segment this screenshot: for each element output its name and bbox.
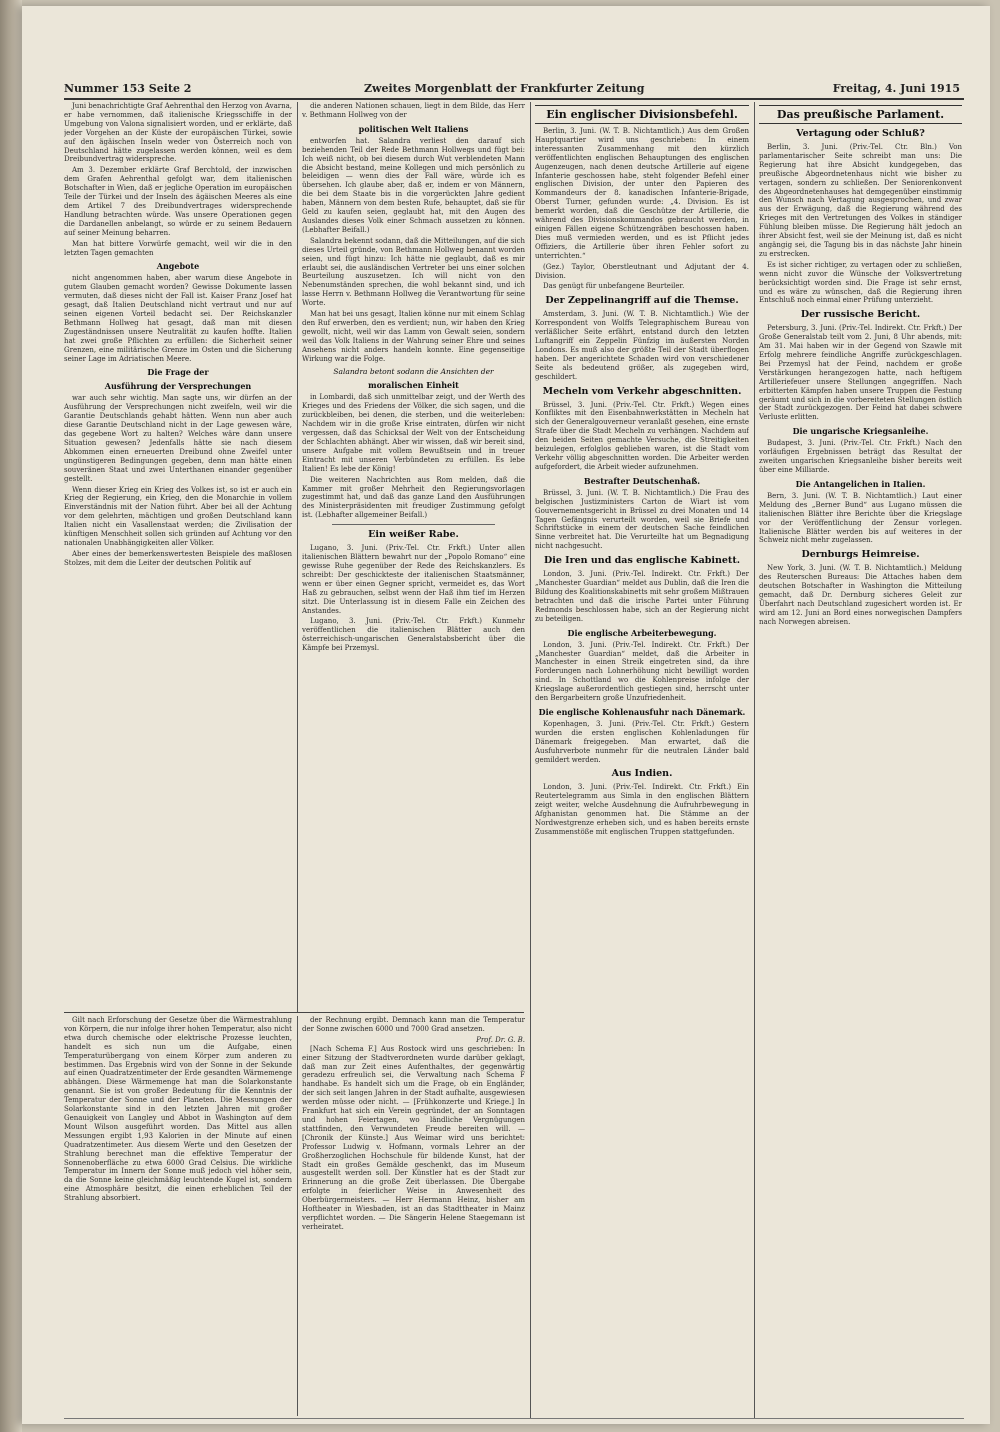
article-paragraph: (Gez.) Taylor, Oberstleutnant und Adjutant der 4. Division. xyxy=(535,262,749,280)
article-paragraph: war auch sehr wichtig. Man sagte uns, wir dürfen an der Ausführung der Versprechungen nicht zweifeln, weil wir die Garantie Deutschlands gehabt hätten. Wenn nun aber auch diese Garantie Deutschland nicht in der Lage gewesen wäre, das gegebene Wort zu halten? Welches wäre dann unsere Situation gewesen? Jedenfalls hätte sie nach diesem Abkommen einen erneuerten Dreibund ohne Zweifel unter ungünstigeren Bedingungen gegeben, denn man hätte einen souveränen Staat und zwei Unterthanen einander gegenüber gestellt. xyxy=(64,394,292,483)
article-paragraph: Lugano, 3. Juni. (Priv.-Tel. Ctr. Frkft.) Unter allen italienischen Blättern bewahrt nur der „Popolo Romano“ eine gewisse Ruhe gegenüber der Rede des Reichskanzlers. Es schreibt: Der geschickteste der italienischen Staatsmänner, wenn er über einen Gegner spricht, vermeidet es, das Wort Haß zu gebrauchen, selbst wenn der Haß ihm tief im Herzen sitzt. Die Unterlassung ist in diesem Falle ein Zeichen des Anstandes. xyxy=(302,544,525,615)
article-headline: Die Antangelichen in Italien. xyxy=(795,478,926,489)
article-paragraph: Am 3. Dezember erklärte Graf Berchtold, der inzwischen dem Grafen Aehrenthal gefolgt war, dem italienischen Botschafter in Wien, daß er jegliche Operation im europäischen Teile der Türkei und der Inseln des ägäischen Meeres als eine dem Artikel 7 des Dreibundvertrages widersprechende Handlung betrachten würde. Was unsere Operationen gegen die Dardanellen anbelangt, so würde er zu seinem Bedauern auf seiner Meinung beharren. xyxy=(64,166,292,237)
feuilleton-paragraph: Gilt nach Erforschung der Gesetze über die Wärmestrahlung von Körpern, die nur infolge ihrer hohen Temperatur, also nicht etwa durch chemische oder elektrische Prozesse leuchten, handelt es sich nun um die Aufgabe, einen Temperaturübergang von einem Körper zum anderen zu bestimmen. Das Ergebnis wird von der Sonne in der Sekunde auf einen Quadratzentimeter der Erde gesandten Wärmemenge abhängen. Diese Wärmemenge hat man die Solarkonstante genannt. Sie ist von großer Bedeutung für die Kenntnis der Temperatur der Sonne und der Planeten. Die Messungen der Solarkonstante sind in den letzten Jahren mit großer Genauigkeit von Langley und Abbot in Washington auf dem Mount Wilson ausgeführt worden. Das Mittel aus allen Messungen ergibt 1,93 Kalorien in der Minute auf einen Quadratzentimeter. Aus diesem Werte und den Gesetzen der Strahlung berechnet man die effektive Temperatur der Sonnenoberfläche zu etwa 6000 Grad Celsius. Die wirkliche Temperatur im Innern der Sonne muß jedoch viel höher sein, da die Sonne keine gleichmäßig leuchtende Kugel ist, sondern eine Atmosphäre besitzt, die einen erheblichen Teil der Strahlung absorbiert. xyxy=(64,1016,292,1203)
masthead-rule xyxy=(64,98,964,100)
column-rule xyxy=(754,102,755,1418)
subheading: Angebote xyxy=(156,261,200,272)
masthead-center: Zweites Morgenblatt der Frankfurter Zeitung xyxy=(364,82,645,95)
column-2 xyxy=(302,102,525,1010)
article-paragraph: Berlin, 3. Juni. (W. T. B. Nichtamtlich.) Aus dem Großen Hauptquartier wird uns geschrieben: In einem interessanten Zusammenhang mit den kürzlich veröffentlichten englischen Behauptungen des englischen Augenzeugen, nach denen deutsche Artillerie auf eigene Infanterie geschossen habe, steht folgender Befehl einer englischen Division, der unter den Papieren des Kommandeurs der 8. kanadischen Infanterie-Brigade, Oberst Turner, gefunden wurde: „4. Division. Es ist bemerkt worden, daß die Geschütze der Artillerie, die während des Divisionskommandos gebraucht werden, in einigen Fällen eigene Schützengräben beschossen haben. Dies muß vermieden werden, und es ist Pflicht jedes Offiziers, die Artillerie über ihren Fehler sofort zu unterrichten.“ xyxy=(535,127,749,260)
column-rule xyxy=(297,102,298,1012)
article-paragraph: Man hat bittere Vorwürfe gemacht, weil wir die in den letzten Tagen gemachten xyxy=(64,239,292,257)
article-headline: Ein weißer Rabe. xyxy=(368,529,459,541)
feuilleton-paragraph: der Rechnung ergibt. Demnach kann man die Temperatur der Sonne zwischen 6000 und 7000 Grad ansetzen. xyxy=(302,1016,525,1033)
article-paragraph: Lugano, 3. Juni. (Priv.-Tel. Ctr. Frkft.) Kunmehr veröffentlichen die italienischen Blätter auch den österreichisch-ungarischen Generalstabsbericht über die Kämpfe bei Przemysl. xyxy=(302,617,525,653)
column-4 xyxy=(759,102,962,1416)
article-paragraph: Amsterdam, 3. Juni. (W. T. B. Nichtamtlich.) Wie der Korrespondent von Wolffs Telegraphischem Bureau von verläßlicher Seite erfährt, entstand durch den letzten Luftangriff ein Zeppelin Fünfzig im äußersten Norden Londons. Es muß also der größte Teil der Stadt überflogen haben. Der angerichtete Schaden wird von verschiedener Seite als bedeutend größer, als zugegeben wird, geschildert. xyxy=(535,310,749,381)
article-headline: Die Iren und das englische Kabinett. xyxy=(543,555,741,567)
article-headline: Die englische Kohlenausfuhr nach Dänemark. xyxy=(538,706,746,717)
subheading: politischen Welt Italiens xyxy=(358,123,469,134)
article-paragraph: Die weiteren Nachrichten aus Rom melden, daß die Kammer mit großer Mehrheit den Regierungsvorlagen zugestimmt hat, und daß das ganze Land den Ausführungen des Ministerpräsidenten mit freudiger Zustimmung gefolgt ist. (Lebhafter allgemeiner Beifall.) xyxy=(302,475,525,520)
article-headline: Das preußische Parlament. xyxy=(759,105,962,124)
feuilleton-right xyxy=(302,1016,525,1416)
article-paragraph: Petersburg, 3. Juni. (Priv.-Tel. Indirekt. Ctr. Frkft.) Der Große Generalstab teilt vom 2. Juni, 8 Uhr abends, mit: Am 31. Mai haben wir in der Gegend von Szawle mit Erfolg mehrere feindliche Angriffe zurückgeschlagen. Bei Przemysl hat der Feind, nachdem er große Verstärkungen herangezogen hatte, nach heftigem Artilleriefeuer unsere Stellungen angegriffen. Nach erbitterten Kämpfen haben unsere Truppen die Festung geräumt und sich in die vorbereiteten Stellungen östlich der Stadt zurückgezogen. Der Feind hat dabei schwere Verluste erlitten. xyxy=(759,324,962,422)
article-paragraph: London, 3. Juni. (Priv.-Tel. Indirekt. Ctr. Frkft.) Der „Manchester Guardian“ meldet aus Dublin, daß die Iren die Bildung des Koalitionskabinetts mit sehr großem Mißtrauen betrachten und daß die irische Partei unter Führung Redmonds beschlossen habe, sich an der Regierung nicht zu beteiligen. xyxy=(535,570,749,623)
article-paragraph: Man hat bei uns gesagt, Italien könne nur mit einem Schlag den Ruf erwerben, den es verdient; nun, wir haben den Krieg gewollt, nicht, weil wir das Lamm von Gewalt seien, sondern weil das Volk Italiens in der Wahrung seiner Ehre und seines Ansehens nicht anders handeln konnte. Eine gegenseitige Wirkung war die Folge. xyxy=(302,310,525,363)
article-paragraph: Bern, 3. Juni. (W. T. B. Nichtamtlich.) Laut einer Meldung des „Berner Bund“ aus Lugano müssen die italienischen Blätter ihre Berichte über die Kriegslage vor der Veröffentlichung der Zensur vorlegen. Italienische Blätter werden bis auf weiteres in der Schweiz nicht mehr zugelassen. xyxy=(759,491,962,545)
article-paragraph: Juni benachrichtigte Graf Aehrenthal den Herzog von Avarna, er habe vernommen, daß italienische Kriegsschiffe in der Umgebung von Valona signalisiert worden, und er erklärte, daß jeder Vorgehen an der Küste der europäischen Türkei, sowie auf den ägäischen Inseln weder von Österreich noch von Deutschland hätte zugelassen werden können, weil es dem Dreibundvertrag widerspreche. xyxy=(64,102,292,164)
article-paragraph: Brüssel, 3. Juni. (W. T. B. Nichtamtlich.) Die Frau des belgischen Justizministers Carton de Wiart ist vom Gouvernementsgericht in Brüssel zu drei Monaten und 14 Tagen Gefängnis verurteilt worden, weil sie Briefe und Schriftstücke in einem der deutschen Sache feindlichen Sinne verbreitet hat. Die Verurteilte hat um Begnadigung nicht nachgesucht. xyxy=(535,488,749,551)
book-binding xyxy=(0,0,22,1432)
article-headline: Aus Indien. xyxy=(611,768,673,780)
article-headline: Ein englischer Divisionsbefehl. xyxy=(535,105,749,124)
article-paragraph: entworfen hat. Salandra verliest den darauf sich beziehenden Teil der Rede Bethmann Hollwegs und fügt bei: Ich weiß nicht, ob bei diesem durch Wut verblendeten Mann die Absicht bestand, meine Kollegen und mich persönlich zu beleidigen — wenn dies der Fall wäre, würde ich es übersehen. Ich glaube aber, daß er, indem er von Männern, die bei dem Staate bis in die vorgerückten Jahre gedient haben, Männern von dem besten Rufe, behauptet, daß sie für Geld zu kaufen seien, geglaubt hat, mit den Augen des Auslandes dieses Volk einer Schmach aussetzen zu können. (Lebhafter Beifall.) xyxy=(302,136,525,234)
article-paragraph: Budapest, 3. Juni. (Priv.-Tel. Ctr. Frkft.) Nach den vorläufigen Ergebnissen beträgt das Resultat der zweiten ungarischen Kriegsanleihe bisher bereits weit über eine Milliarde. xyxy=(759,439,962,474)
article-headline: Bestrafter Deutschenhaß. xyxy=(583,475,701,486)
article-paragraph: nicht angenommen haben, aber warum diese Angebote in gutem Glauben gemacht worden? Gewisse Dokumente lassen vermuten, daß dieses nicht der Fall ist. Kaiser Franz Josef hat gesagt, daß Italien Deutschland nicht vertraut und nur auf seinen eigenen Vorteil bedacht sei. Der Reichskanzler Bethmann Hollweg hat gesagt, daß man mit diesen Zugeständnissen unsere Neutralität zu kaufen hoffte. Italien hat zwei große Pflichten zu erfüllen: die Sicherheit seiner Grenzen, eine militärische Grenze im Osten und die Sicherung seiner Lage im Adriatischen Meere. xyxy=(64,274,292,363)
article-paragraph: London, 3. Juni. (Priv.-Tel. Indirekt. Ctr. Frkft.) Ein Reutertelegramm aus Simla in den englischen Blättern zeigt weiter, welche Ausdehnung die Aufruhrbewegung in Afghanistan genommen hat. Die Stämme an der Nordwestgrenze erheben sich, und es haben bereits ernste Zusammenstöße mit englischen Truppen stattgefunden. xyxy=(535,783,749,836)
article-paragraph: Berlin, 3. Juni. (Priv.-Tel. Ctr. Bln.) Von parlamentarischer Seite schreibt man uns: Die Regierung hat ihre Absicht kundgegeben, das preußische Abgeordnetenhaus nicht wie bisher zu vertagen, sondern zu schließen. Der Seniorenkonvent des Abgeordnetenhauses hat demgegenüber einstimmig den Wunsch nach Vertagung ausgesprochen, und zwar aus der Erwägung, daß die Regierung während des Krieges mit den Vertretungen des Volkes in ständiger Fühlung bleiben müsse. Die Regierung hält jedoch an ihrer Absicht fest, weil sie der Meinung ist, daß es nicht angängig sei, die Tagung bis in das nächste Jahr hinein zu erstrecken. xyxy=(759,143,962,258)
article-headline: Der Zeppelinangriff auf die Themse. xyxy=(545,295,739,307)
subheading: Salandra betont sodann die Ansichten der xyxy=(333,367,494,377)
feuilleton-paragraph: [Nach Schema F.] Aus Rostock wird uns geschrieben: In einer Sitzung der Stadtverordneten wurde darüber geklagt, daß man zur Zeit eines Aufenthaltes, der gegenwärtig geradezu erfreulich sei, die Verwaltung nach Schema F handhabe. Es handelt sich um die Frage, ob ein Engländer, der sich seit langen Jahren in der Stadt aufhalte, ausgewiesen werden müsse oder nicht. — [Frühkonzerte und Kriege.] In Frankfurt hat sich ein Verein gegründet, der an Sonntagen und hohen Feiertagen, wo ländliche Vergnügungen stattfinden, den Verwundeten Freude bereiten will. — [Chronik der Künste.] Aus Weimar wird uns berichtet: Professor Ludwig v. Hofmann, vormals Lehrer an der Großherzoglichen Hochschule für bildende Kunst, hat der Stadt ein großes Gemälde geschenkt, das im Museum ausgestellt werden soll. Der Künstler hat es der Stadt zur Erinnerung an die große Zeit überlassen. Die Übergabe erfolgte in feierlicher Weise in Anwesenheit des Oberbürgermeisters. — Herr Hermann Heinz, bisher am Hoftheater in Wiesbaden, ist an das Stadttheater in Mainz verpflichtet worden. — Die Sängerin Helene Staegemann ist verheiratet. xyxy=(302,1044,525,1231)
article-paragraph: Aber eines der bemerkenswertesten Beispiele des maßlosen Stolzes, mit dem die Leiter der deutschen Politik auf xyxy=(64,549,292,567)
article-headline: Die ungarische Kriegsanleihe. xyxy=(792,426,929,437)
article-paragraph: Kopenhagen, 3. Juni. (Priv.-Tel. Ctr. Frkft.) Gestern wurden die ersten englischen Kohlenladungen für Dänemark freigegeben. Man erwartet, daß die Ausfuhrverbote nunmehr für die neutralen Länder bald gemildert werden. xyxy=(535,719,749,764)
article-paragraph: in Lombardi, daß sich unmittelbar zeigt, und der Werth des Krieges und des Friedens der Völker, die sich sagen, und die zurückbleiben, bei denen, die sterben, und die weiterleben: Nachdem wir in die große Krise eintraten, dürfen wir nicht vergessen, daß das Schicksal der Welt von der Entscheidung der Schlachten abhängt. Aber wir wissen, daß wir bereit sind, unsere Aufgabe mit vollem Bewußtsein und in treuer Eintracht mit unseren Verbündeten zu erfüllen. Es lebe Italien! Es lebe der König! xyxy=(302,393,525,473)
masthead-left: Nummer 153 Seite 2 xyxy=(64,82,192,95)
article-paragraph: Salandra bekennt sodann, daß die Mitteilungen, auf die sich dieses Urteil gründe, von Bethmann Hollweg benannt worden seien, und fügt hinzu: Ich hätte nie geglaubt, daß es mir erlaubt sei, die ausländischen Vertreter bei uns einer solchen Beurteilung auszusetzen. Ich will nicht von den Nebenumständen sprechen, die wohl bekannt sind, und ich lasse Herrn v. Bethmann Hollweg die Verantwortung für seine Worte. xyxy=(302,236,525,308)
column-rule xyxy=(530,102,531,1418)
column-3 xyxy=(535,102,749,1416)
column-1 xyxy=(64,102,292,1010)
article-paragraph: New York, 3. Juni. (W. T. B. Nichtamtlich.) Meldung des Reuterschen Bureaus: Die Attaches haben dem deutschen Botschafter in Washington die Mitteilung gemacht, daß Dr. Dernburg sicheres Geleit zur Überfahrt nach Deutschland zugesichert worden ist. Er wird am 12. Juni an Bord eines norwegischen Dampfers nach Norwegen abreisen. xyxy=(759,564,962,626)
subheading: Ausführung der Versprechungen xyxy=(104,381,252,392)
column-rule xyxy=(297,1016,298,1416)
article-paragraph: Es ist sicher richtiger, zu vertagen oder zu schließen, wenn nicht zuvor die Wünsche der Volksvertretung berücksichtigt worden sind. Die Frage ist sehr ernst, und es wäre zu wünschen, daß die Regierung ihren Entschluß noch einmal einer Prüfung unterzieht. xyxy=(759,260,962,305)
article-paragraph: die anderen Nationen schauen, liegt in dem Bilde, das Herr v. Bethmann Hollweg von der xyxy=(302,102,525,119)
divider xyxy=(332,524,495,525)
article-subheadline: Vertagung oder Schluß? xyxy=(796,128,925,139)
article-paragraph: Brüssel, 3. Juni. (Priv.-Tel. Ctr. Frkft.) Wegen eines Konfliktes mit den Eisenbahnwerkstätten in Mecheln hat sich der Generalgouverneur veranlaßt gesehen, eine ernste Strafe über die Stadt Mecheln zu verhängen. Nachdem auf den beiden Seiten gemachte Versuche, die Streitigkeiten beizulegen, erfolglos geblieben waren, ist die Stadt vom Verkehr völlig abgeschnitten worden. Die Arbeiter werden aufgefordert, die Arbeit wieder aufzunehmen. xyxy=(535,400,749,471)
subheading: Die Frage der xyxy=(147,367,209,378)
page-bottom-edge xyxy=(64,1418,964,1419)
author-signature: Prof. Dr. G. B. xyxy=(476,1035,525,1044)
masthead-right: Freitag, 4. Juni 1915 xyxy=(832,82,960,95)
article-paragraph: Das genügt für unbefangene Beurteiler. xyxy=(543,282,685,291)
feuilleton-left xyxy=(64,1016,292,1416)
subheading: moralischen Einheit xyxy=(368,380,459,391)
article-headline: Die englische Arbeiterbewegung. xyxy=(567,627,717,638)
article-headline: Dernburgs Heimreise. xyxy=(801,549,920,561)
feuilleton-rule xyxy=(64,1012,524,1013)
article-paragraph: Wenn dieser Krieg ein Krieg des Volkes ist, so ist er auch ein Krieg der Regierung, ein Krieg, den die Monarchie in vollem Einverständnis mit der Nation führt. Aber bei all der Achtung vor dem gelehrten, mächtigen und großen Deutschland kann Italien nicht ein Vasallenstaat werden; die Zivilisation der künftigen Menschheit sollen sich gründen auf Achtung vor den nationalen Unabhängigkeiten aller Völker. xyxy=(64,485,292,547)
article-paragraph: London, 3. Juni. (Priv.-Tel. Indirekt. Ctr. Frkft.) Der „Manchester Guardian“ meldet, daß die Arbeiter in Manchester in einen Streik eingetreten sind, da ihre Forderungen nach Lohnerhöhung nicht bewilligt worden sind. In Schottland wo die Kohlenpreise infolge der Kriegslage außerordentlich gestiegen sind, herrscht unter den Bergarbeitern große Unzufriedenheit. xyxy=(535,640,749,703)
article-headline: Mecheln vom Verkehr abgeschnitten. xyxy=(542,385,742,397)
article-headline: Der russische Bericht. xyxy=(800,309,921,321)
